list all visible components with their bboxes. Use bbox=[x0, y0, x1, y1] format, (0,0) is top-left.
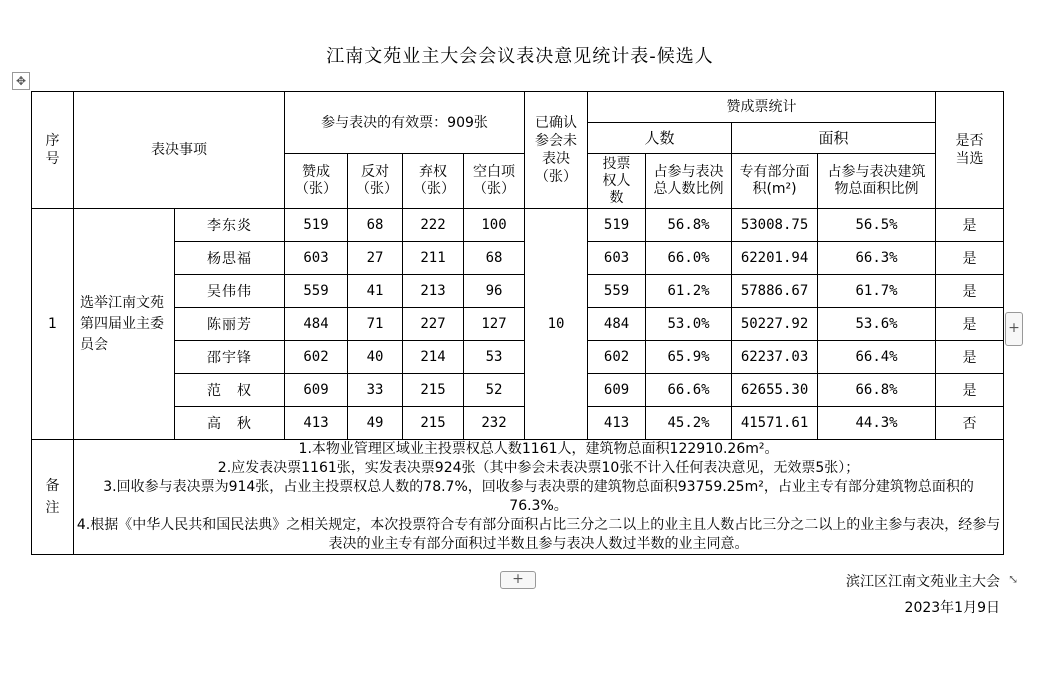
note-line: 2.应发表决票1161张，实发表决票924张（其中参会未表决票10张不计入任何表决意见，无效票5张）； bbox=[217, 460, 860, 476]
cell-oppose: 49 bbox=[348, 407, 403, 440]
cell-vote-count: 603 bbox=[588, 242, 646, 275]
header-confirmed-not-voted: 已确认参会未表决（张） bbox=[525, 92, 588, 209]
cell-vote-count: 559 bbox=[588, 275, 646, 308]
notes-label: 备注 bbox=[32, 440, 74, 555]
header-blank: 空白项（张） bbox=[464, 154, 525, 209]
cell-confirmed: 10 bbox=[525, 209, 588, 440]
cell-agree: 559 bbox=[285, 275, 348, 308]
add-row-button[interactable]: + bbox=[500, 571, 536, 589]
cell-people-ratio: 66.0% bbox=[646, 242, 732, 275]
cell-vote-count: 609 bbox=[588, 374, 646, 407]
candidate-name: 高 秋 bbox=[175, 407, 285, 440]
note-line: 4.根据《中华人民共和国民法典》之相关规定，本次投票符合专有部分面积占比三分之二以上的业主且人数占比三分之二以上的业主参与表决，经参与表决的业主专有部分面积过半数且参与表决人数过半数的业主同意。 bbox=[76, 517, 1001, 552]
note-line: 3.回收参与表决票为914张，占业主投票权总人数的78.7%，回收参与表决票的建筑物总面积93759.25m²，占业主专有部分建筑物总面积的76.3%。 bbox=[103, 479, 974, 514]
table-resize-handle-icon[interactable]: ⤡ bbox=[1007, 572, 1019, 586]
header-area: 面积 bbox=[732, 123, 936, 154]
table-move-handle-icon[interactable]: ✥ bbox=[12, 72, 30, 90]
table-row bbox=[32, 275, 1004, 308]
cell-blank: 100 bbox=[464, 209, 525, 242]
note-line: 1.本物业管理区域业主投票权总人数1161人，建筑物总面积122910.26m²。 bbox=[298, 441, 779, 457]
header-valid-votes: 参与表决的有效票：909张 bbox=[285, 92, 525, 154]
cell-agree: 602 bbox=[285, 341, 348, 374]
cell-area-ratio: 66.8% bbox=[818, 374, 936, 407]
cell-people-ratio: 61.2% bbox=[646, 275, 732, 308]
table-row bbox=[32, 209, 1004, 242]
cell-elected: 是 bbox=[936, 209, 1004, 242]
candidate-name: 陈丽芳 bbox=[175, 308, 285, 341]
cell-exclusive-area: 53008.75 bbox=[732, 209, 818, 242]
cell-vote-count: 602 bbox=[588, 341, 646, 374]
cell-area-ratio: 44.3% bbox=[818, 407, 936, 440]
cell-blank: 127 bbox=[464, 308, 525, 341]
notes-content bbox=[74, 440, 1004, 555]
add-column-button[interactable]: + bbox=[1005, 312, 1023, 346]
cell-oppose: 41 bbox=[348, 275, 403, 308]
cell-people-ratio: 66.6% bbox=[646, 374, 732, 407]
cell-area-ratio: 61.7% bbox=[818, 275, 936, 308]
header-people-ratio: 占参与表决总人数比例 bbox=[646, 154, 732, 209]
cell-exclusive-area: 62201.94 bbox=[732, 242, 818, 275]
cell-oppose: 68 bbox=[348, 209, 403, 242]
header-oppose: 反对（张） bbox=[348, 154, 403, 209]
candidate-name: 范 权 bbox=[175, 374, 285, 407]
cell-blank: 96 bbox=[464, 275, 525, 308]
cell-exclusive-area: 62237.03 bbox=[732, 341, 818, 374]
candidate-name: 吴伟伟 bbox=[175, 275, 285, 308]
cell-vote-count: 484 bbox=[588, 308, 646, 341]
cell-vote-count: 413 bbox=[588, 407, 646, 440]
cell-abstain: 227 bbox=[403, 308, 464, 341]
cell-blank: 68 bbox=[464, 242, 525, 275]
table-row bbox=[32, 308, 1004, 341]
cell-agree: 484 bbox=[285, 308, 348, 341]
cell-exclusive-area: 41571.61 bbox=[732, 407, 818, 440]
cell-oppose: 33 bbox=[348, 374, 403, 407]
header-matter: 表决事项 bbox=[74, 92, 285, 209]
cell-elected: 是 bbox=[936, 308, 1004, 341]
footer-date: 2023年1月9日 bbox=[904, 600, 1000, 616]
cell-agree: 603 bbox=[285, 242, 348, 275]
cell-seq: 1 bbox=[32, 209, 74, 440]
cell-abstain: 215 bbox=[403, 374, 464, 407]
candidate-name: 杨思福 bbox=[175, 242, 285, 275]
header-elected: 是否当选 bbox=[936, 92, 1004, 209]
header-people: 人数 bbox=[588, 123, 732, 154]
cell-exclusive-area: 57886.67 bbox=[732, 275, 818, 308]
cell-area-ratio: 66.4% bbox=[818, 341, 936, 374]
cell-elected: 是 bbox=[936, 374, 1004, 407]
cell-people-ratio: 45.2% bbox=[646, 407, 732, 440]
cell-elected: 否 bbox=[936, 407, 1004, 440]
cell-agree: 609 bbox=[285, 374, 348, 407]
cell-people-ratio: 56.8% bbox=[646, 209, 732, 242]
cell-area-ratio: 66.3% bbox=[818, 242, 936, 275]
table-row bbox=[32, 407, 1004, 440]
header-abstain: 弃权（张） bbox=[403, 154, 464, 209]
cell-matter: 选举江南文苑第四届业主委员会 bbox=[74, 209, 175, 440]
cell-agree: 519 bbox=[285, 209, 348, 242]
cell-abstain: 211 bbox=[403, 242, 464, 275]
cell-abstain: 213 bbox=[403, 275, 464, 308]
cell-elected: 是 bbox=[936, 341, 1004, 374]
footer-organization: 滨江区江南文苑业主大会 bbox=[846, 574, 1000, 590]
cell-abstain: 215 bbox=[403, 407, 464, 440]
cell-area-ratio: 56.5% bbox=[818, 209, 936, 242]
table-row bbox=[32, 341, 1004, 374]
cell-blank: 53 bbox=[464, 341, 525, 374]
cell-exclusive-area: 50227.92 bbox=[732, 308, 818, 341]
vote-statistics-table bbox=[31, 91, 1004, 555]
cell-blank: 52 bbox=[464, 374, 525, 407]
cell-blank: 232 bbox=[464, 407, 525, 440]
cell-abstain: 214 bbox=[403, 341, 464, 374]
table-row bbox=[32, 242, 1004, 275]
cell-vote-count: 519 bbox=[588, 209, 646, 242]
document-title: 江南文苑业主大会会议表决意见统计表-候选人 bbox=[326, 46, 714, 67]
header-seq: 序号 bbox=[32, 92, 74, 209]
header-area-ratio: 占参与表决建筑物总面积比例 bbox=[818, 154, 936, 209]
candidate-name: 邵宇锋 bbox=[175, 341, 285, 374]
cell-people-ratio: 65.9% bbox=[646, 341, 732, 374]
header-agree: 赞成（张） bbox=[285, 154, 348, 209]
header-approval-stats: 赞成票统计 bbox=[588, 92, 936, 123]
candidate-name: 李东炎 bbox=[175, 209, 285, 242]
header-exclusive-area: 专有部分面积(m²) bbox=[732, 154, 818, 209]
header-vote-count: 投票权人数 bbox=[588, 154, 646, 209]
cell-oppose: 40 bbox=[348, 341, 403, 374]
cell-exclusive-area: 62655.30 bbox=[732, 374, 818, 407]
cell-agree: 413 bbox=[285, 407, 348, 440]
cell-area-ratio: 53.6% bbox=[818, 308, 936, 341]
cell-elected: 是 bbox=[936, 275, 1004, 308]
cell-oppose: 27 bbox=[348, 242, 403, 275]
cell-people-ratio: 53.0% bbox=[646, 308, 732, 341]
table-row bbox=[32, 374, 1004, 407]
cell-abstain: 222 bbox=[403, 209, 464, 242]
notes-row bbox=[32, 440, 1004, 555]
cell-oppose: 71 bbox=[348, 308, 403, 341]
cell-elected: 是 bbox=[936, 242, 1004, 275]
